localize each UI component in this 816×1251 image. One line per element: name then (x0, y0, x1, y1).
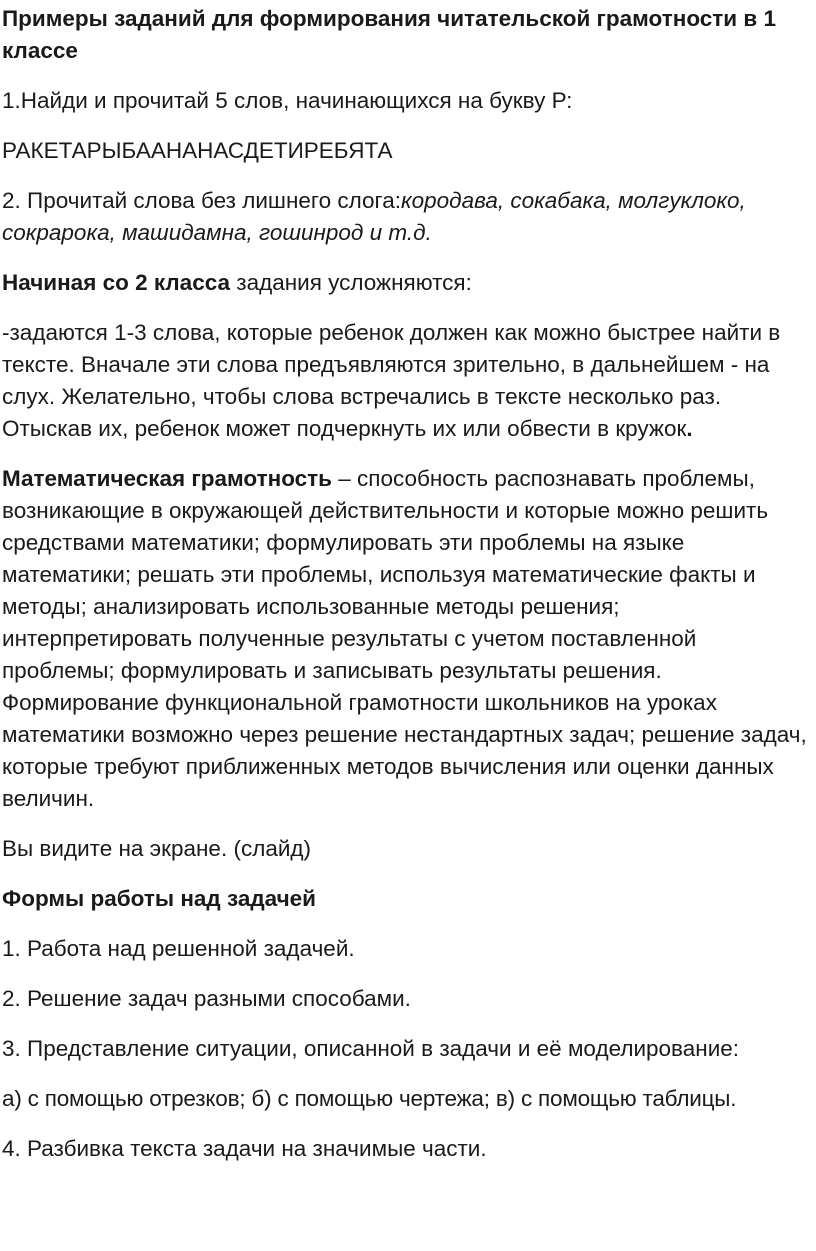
math-literacy-definition: – способность распознавать проблемы, возникающие в окружающей действительности и которые можно решить средствами математики; формулировать эти проблемы на языке математики; решать эти проблемы, используя математические факты и методы; анализировать использованные методы решения; интерпретировать полученные результаты с учетом поставленной проблемы; формулировать и записывать результаты решения. (2, 466, 769, 683)
grade-2-paragraph (2, 317, 814, 445)
letters-line: РАКЕТАРЫБААНАНАСДЕТИРЕБЯТА (2, 138, 393, 163)
document-page (0, 3, 816, 1165)
grade-2-bold: Начиная со 2 класса (2, 270, 231, 295)
math-literacy-paragraph (2, 463, 814, 687)
grade-2-rest: задания усложняются: (230, 270, 472, 295)
task-2 (2, 185, 814, 249)
grade-2-text: -задаются 1-3 слова, которые ребенок должен как можно быстрее найти в тексте. Вначале эти слова предъявляются зрительно, в дальнейшем - на слух. Желательно, чтобы слова встречались в тексте несколько раз. Отыскав их, ребенок может подчеркнуть их или обвести в кружок (2, 320, 781, 441)
functional-literacy-paragraph: Формирование функциональной грамотности школьников на уроках математики возможно через решение нестандартных задач; решение задач, которые требуют приближенных методов вычисления или оценки данных величин. (2, 690, 807, 811)
screen-note: Вы видите на экране. (слайд) (2, 836, 312, 861)
task-2-prefix: 2. Прочитай слова без лишнего слога: (2, 188, 402, 213)
forms-heading: Формы работы над задачей (2, 886, 317, 911)
form-item: 1. Работа над решенной задачей. (2, 936, 355, 961)
task-1: 1.Найди и прочитай 5 слов, начинающихся на букву Р: (2, 88, 573, 113)
math-literacy-term: Математическая грамотность (2, 466, 333, 491)
grade-2-period: . (686, 416, 693, 441)
page-title: Примеры заданий для формирования читательской грамотности в 1 классе (2, 6, 776, 63)
form-item: 4. Разбивка текста задачи на значимые части. (2, 1136, 487, 1161)
grade-2-heading (2, 267, 814, 299)
form-item: 3. Представление ситуации, описанной в задачи и её моделирование: (2, 1036, 740, 1061)
task-2-words: кородава, сокабака, молгуклоко, сокрарока, машидамна, гошинрод и т.д. (2, 188, 746, 245)
form-item: 2. Решение задач разными способами. (2, 986, 411, 1011)
form-item: а) с помощью отрезков; б) с помощью чертежа; в) с помощью таблицы. (2, 1086, 737, 1111)
